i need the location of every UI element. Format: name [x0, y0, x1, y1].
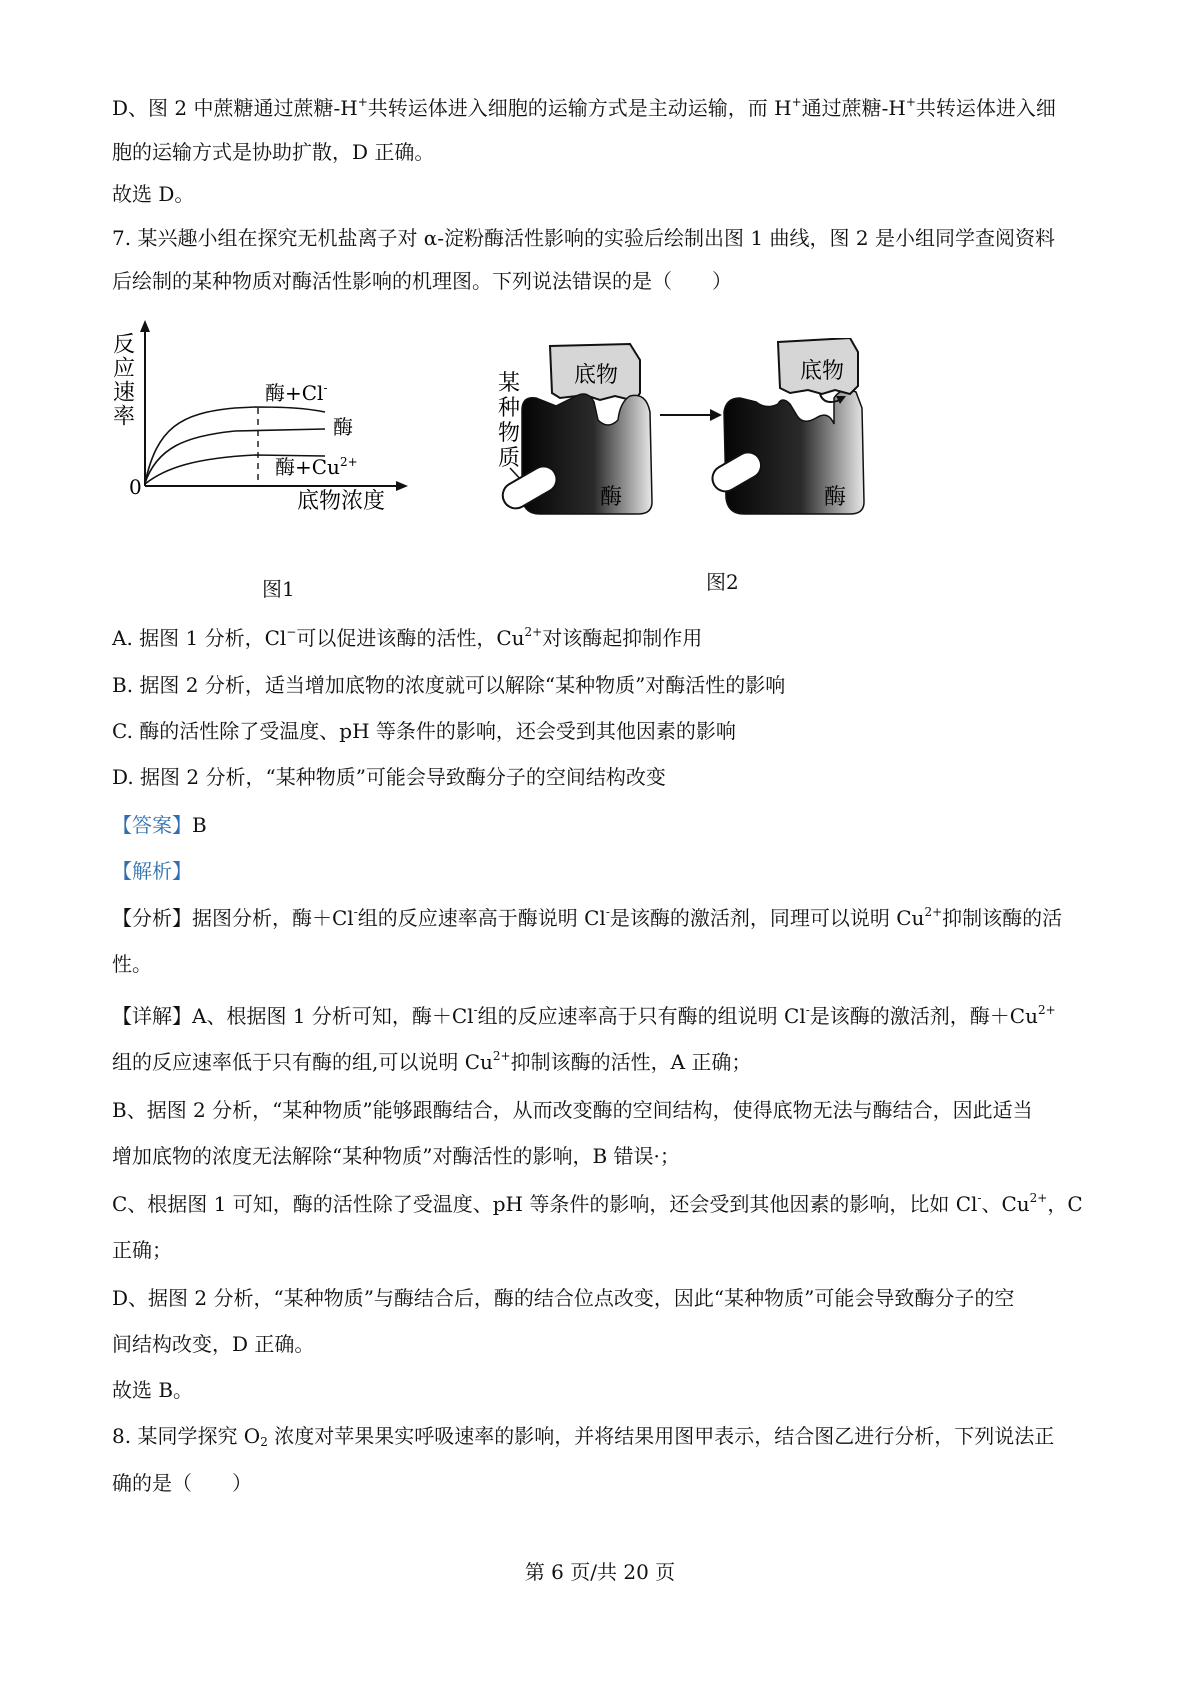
figure-2-caption: 图2: [706, 570, 739, 594]
label-enzyme-cu: 酶$+Cu^{2+}$: [275, 455, 358, 479]
page-footer: 第 6 页/共 20 页: [524, 1560, 676, 1584]
analysis-line2: 性。: [112, 952, 152, 976]
q8-stem-line1: 8. 某同学探究 $O_2$ 浓度对苹果果实呼吸速率的影响，并将结果用图甲表示，结合图乙进行分析，下列说法正: [112, 1424, 1055, 1449]
option-a: A. 据图 1 分析，Cl−可以促进该酶的活性，$Cu^{2+}$对该酶起抑制作用: [112, 625, 703, 650]
x-axis-label: 底物浓度: [297, 489, 386, 514]
conclusion-6: 故选 D。: [112, 182, 195, 206]
detail-b-line1: B、据图 2 分析，“某种物质”能够跟酶结合，从而改变酶的空间结构，使得底物无法与酶结合，因此适当: [112, 1098, 1033, 1122]
x-axis-arrow: [396, 481, 408, 491]
figure-2-mechanism: [490, 338, 955, 538]
option-b: B. 据图 2 分析，适当增加底物的浓度就可以解除“某种物质”对酶活性的影响: [112, 673, 786, 697]
paragraph-d6-line1: D、图 2 中蔗糖通过蔗糖-H+共转运体进入细胞的运输方式是主动运输，而 H+通过蔗糖-H+共转运体进入细: [112, 95, 1056, 120]
detail-b-line2: 增加底物的浓度无法解除“某种物质”对酶活性的影响，B 错误·；: [112, 1144, 680, 1168]
q7-stem-line2: 后绘制的某种物质对酶活性影响的机理图。下列说法错误的是（ ）: [112, 269, 732, 293]
answer-value: B: [192, 813, 207, 837]
transition-arrow-head: [710, 409, 722, 421]
q7-stem-line1: 7. 某兴趣小组在探究无机盐离子对 α-淀粉酶活性影响的实验后绘制出图 1 曲线，图 2 是小组同学查阅资料: [112, 226, 1055, 250]
option-c: C. 酶的活性除了受温度、pH 等条件的影响，还会受到其他因素的影响: [112, 719, 736, 743]
q8-stem-line2: 确的是（ ）: [112, 1471, 252, 1495]
label-enzyme: 酶: [333, 415, 353, 439]
analysis-line1: 【分析】据图分析，酶＋Cl-组的反应速率高于酶说明 Cl-是该酶的激活剂，同理可以说明 $Cu^{2+}$抑制该酶的活: [112, 905, 1063, 930]
substrate-label-right: 底物: [800, 359, 845, 384]
y-axis-arrow: [140, 320, 150, 332]
substance-label-1: 某: [498, 371, 521, 396]
origin-label: 0: [129, 475, 142, 499]
paragraph-d6-line2: 胞的运输方式是协助扩散，D 正确。: [112, 140, 435, 164]
detail-d-line1: D、据图 2 分析，“某种物质”与酶结合后，酶的结合位点改变，因此“某种物质”可能会导致酶分子的空: [112, 1286, 1015, 1310]
label-enzyme-cl: 酶+Cl-: [265, 381, 328, 405]
substance-label-2: 种: [498, 396, 521, 421]
detail-a-line2: 组的反应速率低于只有酶的组,可以说明 $Cu^{2+}$抑制该酶的活性，A 正确；: [112, 1049, 752, 1074]
detail-a-line1: 【详解】A、根据图 1 分析可知，酶＋Cl-组的反应速率高于只有酶的组说明 Cl-是该酶的激活剂，酶$+Cu^{2+}$: [112, 1003, 1056, 1028]
substrate-label-left: 底物: [574, 363, 619, 388]
analysis-tag: 【解析】: [112, 859, 192, 883]
answer-line: [112, 812, 1092, 838]
detail-d-line2: 间结构改变，D 正确。: [112, 1332, 315, 1356]
detail-c-line1: C、根据图 1 可知，酶的活性除了受温度、pH 等条件的影响，还会受到其他因素的影响，比如 Cl-、$Cu^{2+}$，C: [112, 1191, 1083, 1216]
answer-tag: 【答案】: [112, 813, 192, 837]
conclusion-7: 故选 B。: [112, 1378, 194, 1402]
y-axis-label: 反应速率: [109, 332, 135, 428]
enzyme-label-left: 酶: [600, 485, 623, 510]
substance-label-3: 物: [498, 421, 521, 446]
enzyme-label-right: 酶: [824, 485, 847, 510]
substance-label-4: 质: [498, 446, 521, 471]
detail-c-line2: 正确；: [112, 1238, 172, 1262]
figure-1-caption: 图1: [262, 577, 295, 601]
option-d: D. 据图 2 分析，“某种物质”可能会导致酶分子的空间结构改变: [112, 765, 666, 789]
figure-1-rate-chart: [95, 318, 425, 518]
